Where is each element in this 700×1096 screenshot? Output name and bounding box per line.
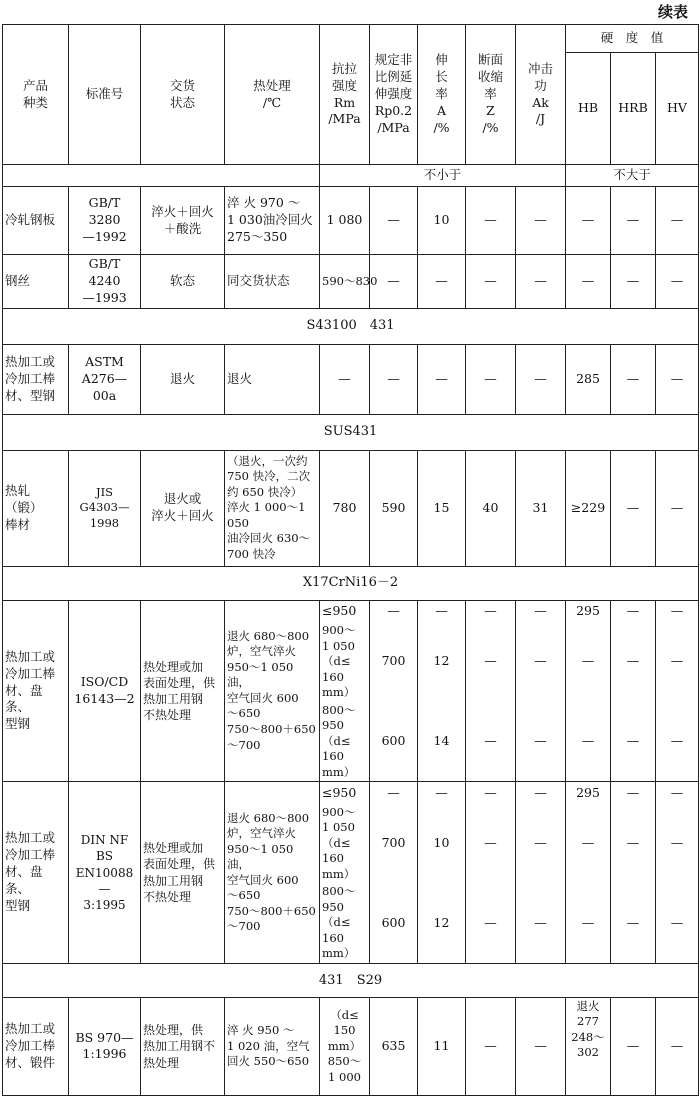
header-heat-treatment: 热处理 /℃ bbox=[225, 25, 320, 165]
cell-hv: — bbox=[656, 450, 699, 566]
header-delivery: 交货 状态 bbox=[141, 25, 225, 165]
cell-yield: — bbox=[370, 344, 418, 414]
cell-hb: — bbox=[566, 804, 611, 884]
cell-impact: — bbox=[516, 782, 566, 804]
cell-standard: ISO/CD 16143—2 bbox=[69, 600, 141, 782]
cell-hrb: — bbox=[611, 702, 656, 782]
cell-hrb: — bbox=[611, 782, 656, 804]
cell-hb: — bbox=[566, 883, 611, 963]
cell-product: 钢丝 bbox=[3, 255, 69, 309]
cell-tensile: 800～950 （d≤ 160 mm） bbox=[320, 883, 370, 963]
cell-tensile: 780 bbox=[320, 450, 370, 566]
cell-product: 热加工或 冷加工棒 材、盘条、 型钢 bbox=[3, 600, 69, 782]
cell-product: 热加工或 冷加工棒 材、型钢 bbox=[3, 344, 69, 414]
header-hv: HV bbox=[656, 53, 699, 165]
cell-hv: — bbox=[656, 622, 699, 702]
header-hardness: 硬 度 值 bbox=[566, 25, 699, 53]
cell-heat: 退火 680～800 炉，空气淬火 950～1 050 油， 空气回火 600 ～650 750～800＋650 ～700 bbox=[225, 600, 320, 782]
cell-yield: 700 bbox=[370, 622, 418, 702]
cell-heat: 退火 680～800 炉，空气淬火 950～1 050 油， 空气回火 600 ～650 750～800＋650 ～700 bbox=[225, 782, 320, 964]
cell-delivery: 软态 bbox=[141, 255, 225, 309]
cell-product: 热轧（锻） 棒材 bbox=[3, 450, 69, 566]
cell-impact: — bbox=[516, 255, 566, 309]
cell-hb: — bbox=[566, 187, 611, 255]
cell-impact: 31 bbox=[516, 450, 566, 566]
cell-hrb: — bbox=[611, 600, 656, 622]
cell-tensile: — bbox=[320, 344, 370, 414]
cell-elongation: — bbox=[418, 782, 466, 804]
cell-delivery: 热处理或加 表面处理，供 热加工用钢 不热处理 bbox=[141, 782, 225, 964]
cell-tensile: 900～ 1 050 （d≤ 160 mm） bbox=[320, 804, 370, 884]
cell-delivery: 淬火＋回火 ＋酸洗 bbox=[141, 187, 225, 255]
steel-properties-table bbox=[2, 24, 699, 1096]
cell-hrb: — bbox=[611, 804, 656, 884]
cell-elongation: 10 bbox=[418, 187, 466, 255]
cell-elongation: — bbox=[418, 600, 466, 622]
cell-elongation: 12 bbox=[418, 883, 466, 963]
header-impact: 冲击 功 Ak /J bbox=[516, 25, 566, 165]
cell-yield: — bbox=[370, 187, 418, 255]
cell-tensile: 590～830 bbox=[320, 255, 370, 309]
cell-yield: — bbox=[370, 600, 418, 622]
cell-heat: 同交货状态 bbox=[225, 255, 320, 309]
cell-tensile: 900～ 1 050 （d≤ 160 mm） bbox=[320, 622, 370, 702]
cell-hv: — bbox=[656, 997, 699, 1095]
cell-hv: — bbox=[656, 344, 699, 414]
cell-impact: — bbox=[516, 187, 566, 255]
cell-impact: — bbox=[516, 997, 566, 1095]
header-elongation: 伸 长 率 A /% bbox=[418, 25, 466, 165]
cell-hb: — bbox=[566, 622, 611, 702]
cell-hb: 295 bbox=[566, 600, 611, 622]
cell-reduction: — bbox=[466, 883, 516, 963]
cell-heat: 淬 火 970 ～ 1 030油冷回火 275～350 bbox=[225, 187, 320, 255]
cell-tensile: 1 080 bbox=[320, 187, 370, 255]
header-tensile: 抗拉 强度 Rm /MPa bbox=[320, 25, 370, 165]
cell-hrb: — bbox=[611, 255, 656, 309]
header-reduction: 断面 收缩 率 Z /% bbox=[466, 25, 516, 165]
cell-delivery: 退火或 淬火＋回火 bbox=[141, 450, 225, 566]
cell-yield: 635 bbox=[370, 997, 418, 1095]
cell-hrb: — bbox=[611, 622, 656, 702]
cell-elongation: 10 bbox=[418, 804, 466, 884]
cell-hrb: — bbox=[611, 883, 656, 963]
cell-tensile: ≤950 bbox=[320, 782, 370, 804]
cell-reduction: — bbox=[466, 782, 516, 804]
cell-product: 冷轧钢板 bbox=[3, 187, 69, 255]
section-title-x17crni16-2: X17CrNi16－2 bbox=[3, 566, 699, 600]
cell-hv: — bbox=[656, 883, 699, 963]
cell-tensile: ≤950 bbox=[320, 600, 370, 622]
cell-impact: — bbox=[516, 702, 566, 782]
cell-hb: — bbox=[566, 702, 611, 782]
cell-hb: — bbox=[566, 255, 611, 309]
cell-reduction: — bbox=[466, 187, 516, 255]
header-standard: 标准号 bbox=[69, 25, 141, 165]
header-hrb: HRB bbox=[611, 53, 656, 165]
cell-reduction: — bbox=[466, 804, 516, 884]
cell-standard: GB/T 4240 —1993 bbox=[69, 255, 141, 309]
cell-yield: 590 bbox=[370, 450, 418, 566]
cell-hv: — bbox=[656, 600, 699, 622]
cell-reduction: 40 bbox=[466, 450, 516, 566]
cell-heat: （退火，一次约 750 快冷，二次 约 650 快冷） 淬火 1 000～1 050 油冷回火 630～ 700 快冷 bbox=[225, 450, 320, 566]
cell-hv: — bbox=[656, 702, 699, 782]
cell-impact: — bbox=[516, 804, 566, 884]
cell-elongation: 12 bbox=[418, 622, 466, 702]
cell-hv: — bbox=[656, 804, 699, 884]
cell-reduction: — bbox=[466, 702, 516, 782]
cell-standard: JIS G4303—1998 bbox=[69, 450, 141, 566]
cell-yield: 600 bbox=[370, 702, 418, 782]
header-yield: 规定非 比例延 伸强度 Rp0.2 /MPa bbox=[370, 25, 418, 165]
cell-hb: 295 bbox=[566, 782, 611, 804]
cell-hrb: — bbox=[611, 450, 656, 566]
cell-standard: BS 970— 1:1996 bbox=[69, 997, 141, 1095]
cell-yield: — bbox=[370, 782, 418, 804]
cell-delivery: 热处理，供 热加工用钢不 热处理 bbox=[141, 997, 225, 1095]
section-title-sus431: SUS431 bbox=[3, 414, 699, 450]
cell-impact: — bbox=[516, 622, 566, 702]
cell-reduction: — bbox=[466, 344, 516, 414]
header-not-less: 不小于 bbox=[320, 165, 566, 187]
cell-heat: 淬 火 950 ～ 1 020 油，空气 回火 550～650 bbox=[225, 997, 320, 1095]
cell-product: 热加工或 冷加工棒 材、锻件 bbox=[3, 997, 69, 1095]
cell-yield: 600 bbox=[370, 883, 418, 963]
cell-reduction: — bbox=[466, 255, 516, 309]
section-title-s43100: S43100 431 bbox=[3, 308, 699, 344]
header-hb: HB bbox=[566, 53, 611, 165]
cell-reduction: — bbox=[466, 622, 516, 702]
cell-elongation: 11 bbox=[418, 997, 466, 1095]
cell-elongation: 14 bbox=[418, 702, 466, 782]
cell-hrb: — bbox=[611, 187, 656, 255]
cell-elongation: — bbox=[418, 255, 466, 309]
cell-yield: 700 bbox=[370, 804, 418, 884]
cell-elongation: 15 bbox=[418, 450, 466, 566]
header-not-more: 不大于 bbox=[566, 165, 699, 187]
cell-standard: ASTM A276—00a bbox=[69, 344, 141, 414]
cell-reduction: — bbox=[466, 997, 516, 1095]
cell-hb: 285 bbox=[566, 344, 611, 414]
cell-delivery: 退火 bbox=[141, 344, 225, 414]
cell-product: 热加工或 冷加工棒 材、盘条、 型钢 bbox=[3, 782, 69, 964]
cell-standard: DIN NF BS EN10088— 3:1995 bbox=[69, 782, 141, 964]
cell-delivery: 热处理或加 表面处理，供 热加工用钢 不热处理 bbox=[141, 600, 225, 782]
cell-reduction: — bbox=[466, 600, 516, 622]
cell-impact: — bbox=[516, 600, 566, 622]
cell-hb: ≥229 bbox=[566, 450, 611, 566]
cell-hrb: — bbox=[611, 344, 656, 414]
continued-label: 续表 bbox=[657, 3, 688, 21]
section-title-431-s29: 431 S29 bbox=[3, 963, 699, 997]
cell-yield: — bbox=[370, 255, 418, 309]
cell-hrb: — bbox=[611, 997, 656, 1095]
cell-impact: — bbox=[516, 883, 566, 963]
cell-hv: — bbox=[656, 187, 699, 255]
cell-standard: GB/T 3280 —1992 bbox=[69, 187, 141, 255]
cell-hv: — bbox=[656, 782, 699, 804]
cell-heat: 退火 bbox=[225, 344, 320, 414]
cell-tensile: 800～950 （d≤ 160 mm） bbox=[320, 702, 370, 782]
cell-hv: — bbox=[656, 255, 699, 309]
cell-tensile: （d≤ 150 mm） 850～ 1 000 bbox=[320, 997, 370, 1095]
header-product: 产品 种类 bbox=[3, 25, 69, 165]
cell-impact: — bbox=[516, 344, 566, 414]
cell-hb: 退火 277 248～302 bbox=[566, 997, 611, 1095]
cell-elongation: — bbox=[418, 344, 466, 414]
